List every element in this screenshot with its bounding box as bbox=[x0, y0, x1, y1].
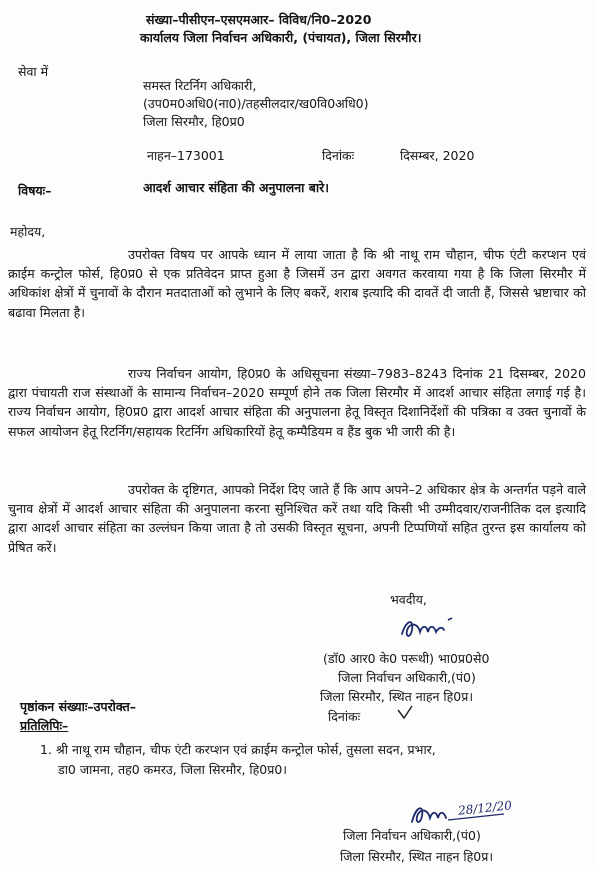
address-line-1: समस्त रिटर्निग अधिकारी, bbox=[143, 78, 257, 93]
place-pin: नाहन–173001 bbox=[147, 148, 225, 163]
body-paragraph-1: उपरोक्त विषय पर आपके ध्यान में लाया जाता है कि श्री नाथू राम चौहान, चीफ एंटी करप्शन एवं क्राईम कन्ट्रोल फोर्स, हि0प्र0 से एक प्रतिवेदन प्राप्त हुआ है जिसमें उन द्वारा अवगत करवाया गया है कि जिला सिरमौर में अधिकांश क्षेत्रों में चुनावों के दौरान मतदाताओं को लुभाने के लिए बकरें, शराब इत्यादि की दावतें दी जाती हैं, जिससे भ्रष्टाचार को बढावा मिलता है। bbox=[8, 247, 586, 320]
copy-label: प्रतिलिपिः– bbox=[20, 718, 69, 733]
date-value: दिसम्बर, 2020 bbox=[400, 148, 475, 163]
seva-label: सेवा में bbox=[18, 64, 49, 79]
body-paragraph-2: राज्य निर्वाचन आयोग, हि0प्र0 के अधिसूचना संख्या–7983–8243 दिनांक 21 दिसम्बर, 2020 द्वारा पंचायती राज संस्थाओं के सामान्य निर्वाचन–2020 सम्पूर्ण होने तक जिला सिरमौर में आदर्श आचार संहिता लगाई गई है। राज्य निर्वाचन आयोग, हि0प्र0 द्वारा आदर्श आचार संहिता की अनुपालना हेतू विस्तृत दिशानिर्देशों की पत्रिका व उक्त चुनावों के सफल आयोजन हेतू रिटर्निग/सहायक रिटर्निग अधिकारियों हेतू कम्पैडियम व हैंड बुक भी जारी की है। bbox=[8, 366, 586, 439]
subject-text: आदर्श आचार संहिता की अनुपालना बारे। bbox=[143, 180, 329, 195]
subject-label: विषयः– bbox=[18, 183, 52, 198]
body-paragraph-3: उपरोक्त के दृष्टिगत, आपको निर्देश दिए जाते हैं कि आप अपने–2 अधिकार क्षेत्र के अन्तर्गत पड़ने वाले चुनाव क्षेत्रों में आदर्श आचार संहिता की अनुपालना करना सुनिश्चित करें तथा यदि किसी भी उम्मीदवार/राजनीतिक दल इत्यादि द्वारा आदर्श आचार संहिता का उल्लंघन किया जाता है तो उसकी विस्तृत सूचना, अपनी टिप्पणियों सहित तुरन्त इस कार्यालय को प्रेषित करें। bbox=[8, 482, 586, 555]
address-line-2: (उप0म0अधि0(ना0)/तहसीलदार/ख0वि0अधि0) bbox=[143, 96, 369, 111]
tick-mark bbox=[396, 704, 416, 720]
endorsement-date-label: दिनांकः bbox=[328, 709, 361, 724]
address-line-3: जिला सिरमौर, हि0प्र0 bbox=[143, 114, 245, 129]
handwritten-date: 28/12/20 bbox=[457, 798, 513, 818]
signatory-place: जिला सिरमौर, स्थित नाहन हि0प्र। bbox=[320, 689, 474, 704]
final-signatory-place: जिला सिरमौर, स्थित नाहन हि0प्र। bbox=[340, 849, 494, 864]
date-label: दिनांकः bbox=[322, 148, 355, 163]
copy-item-1-line-1: 1. श्री नाथू राम चौहान, चीफ एंटी करप्शन एवं क्राईम कन्ट्रोल फोर्स, तुसला सदन, प्रभार, bbox=[40, 742, 436, 757]
salutation: महोदय, bbox=[10, 224, 46, 239]
reference-number: संख्या–पीसीएन–एसएमआर– विविध/नि0–2020 bbox=[146, 12, 372, 27]
copy-item-1-line-2: डा0 जामना, तह0 कमरउ, जिला सिरमौर, हि0प्र0। bbox=[58, 762, 288, 777]
signatory-name: (डॉ0 आर0 के0 परूथी) भा0प्र0से0 bbox=[323, 651, 490, 666]
final-signatory-post: जिला निर्वाचन अधिकारी,(पं0) bbox=[343, 828, 481, 843]
signatory-post: जिला निर्वाचन अधिकारी,(पं0) bbox=[338, 670, 476, 685]
endorsement-number: पृष्ठांकन संख्याः–उपरोक्त– bbox=[20, 699, 136, 714]
closing-bhavdiy: भवदीय, bbox=[390, 592, 427, 607]
office-title: कार्यालय जिला निर्वाचन अधिकारी, (पंचायत), जिला सिरमौर। bbox=[140, 30, 422, 45]
signature-1 bbox=[398, 614, 468, 644]
